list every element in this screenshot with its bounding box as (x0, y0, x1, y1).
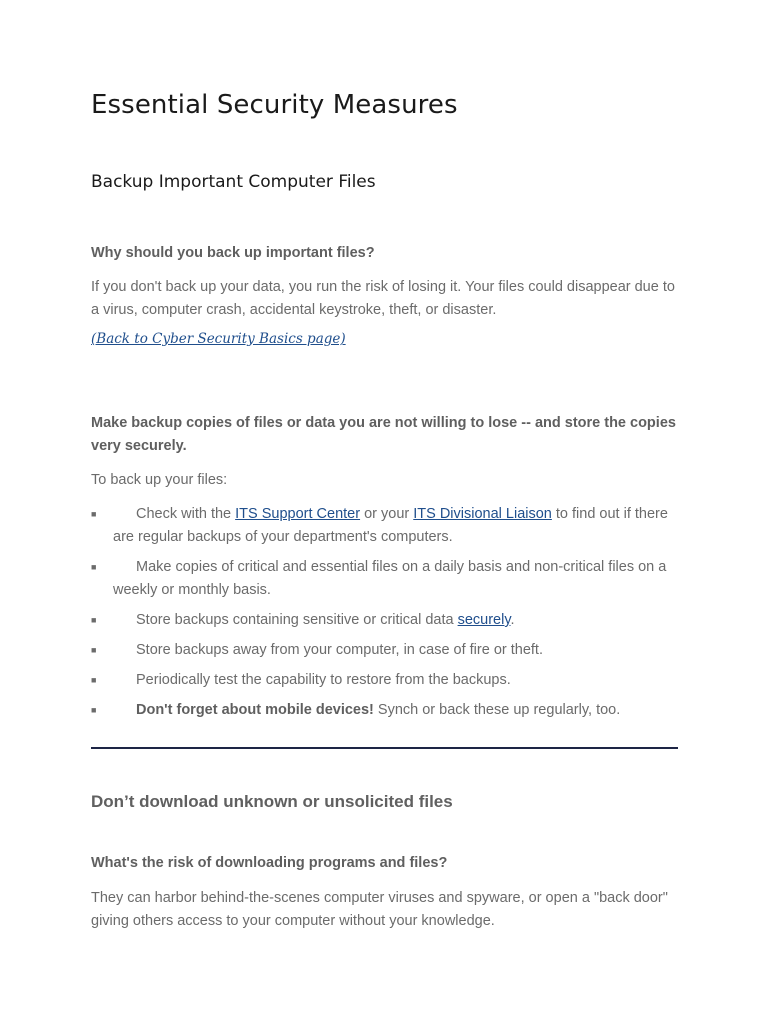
section-title: Backup Important Computer Files (91, 172, 376, 192)
list-item: ■ Don't forget about mobile devices! Synch or back these up regularly, too. (91, 699, 681, 722)
downloads-answer-paragraph: They can harbor behind-the-scenes computer viruses and spyware, or open a "back door" giving others access to your computer without your knowledge. (91, 890, 668, 929)
list-item: ■ Store backups away from your computer, in case of fire or theft. (91, 639, 681, 662)
bullet-marker-icon: ■ (91, 615, 97, 625)
backup-intro-text: To back up your files: (91, 472, 228, 488)
downloads-section-heading: Don’t download unknown or unsolicited files (91, 792, 453, 811)
backup-steps-list (91, 503, 681, 722)
bullet-marker-icon: ■ (91, 562, 97, 572)
bullet-marker-icon: ■ (91, 675, 97, 685)
backup-directive-heading: Make backup copies of files or data you are not willing to lose -- and store the copies very securely. (91, 415, 676, 454)
section-divider (91, 747, 678, 749)
page-title: Essential Security Measures (91, 90, 458, 120)
downloads-question-heading: What's the risk of downloading programs and files? (91, 855, 448, 871)
list-item: ■ Store backups containing sensitive or critical data securely. (91, 609, 681, 632)
its-divisional-liaison-link[interactable]: ITS Divisional Liaison (413, 506, 552, 522)
list-item: ■ Check with the ITS Support Center or your ITS Divisional Liaison to find out if there are regular backups of your department's computers. (91, 503, 681, 549)
list-item: ■ Make copies of critical and essential files on a daily basis and non-critical files on a weekly or monthly basis. (91, 556, 681, 602)
its-support-center-link[interactable]: ITS Support Center (235, 506, 361, 522)
securely-link[interactable]: securely (457, 612, 511, 628)
backup-answer-paragraph: If you don't back up your data, you run the risk of losing it. Your files could disappear due to a virus, computer crash, accidental keystroke, theft, or disaster. (91, 279, 675, 318)
bullet-marker-icon: ■ (91, 645, 97, 655)
bullet-marker-icon: ■ (91, 705, 97, 715)
back-to-basics-link[interactable]: (Back to Cyber Security Basics page) (91, 331, 346, 347)
list-item: ■ Periodically test the capability to restore from the backups. (91, 669, 681, 692)
backup-question-heading: Why should you back up important files? (91, 245, 375, 261)
bullet-marker-icon: ■ (91, 509, 97, 519)
